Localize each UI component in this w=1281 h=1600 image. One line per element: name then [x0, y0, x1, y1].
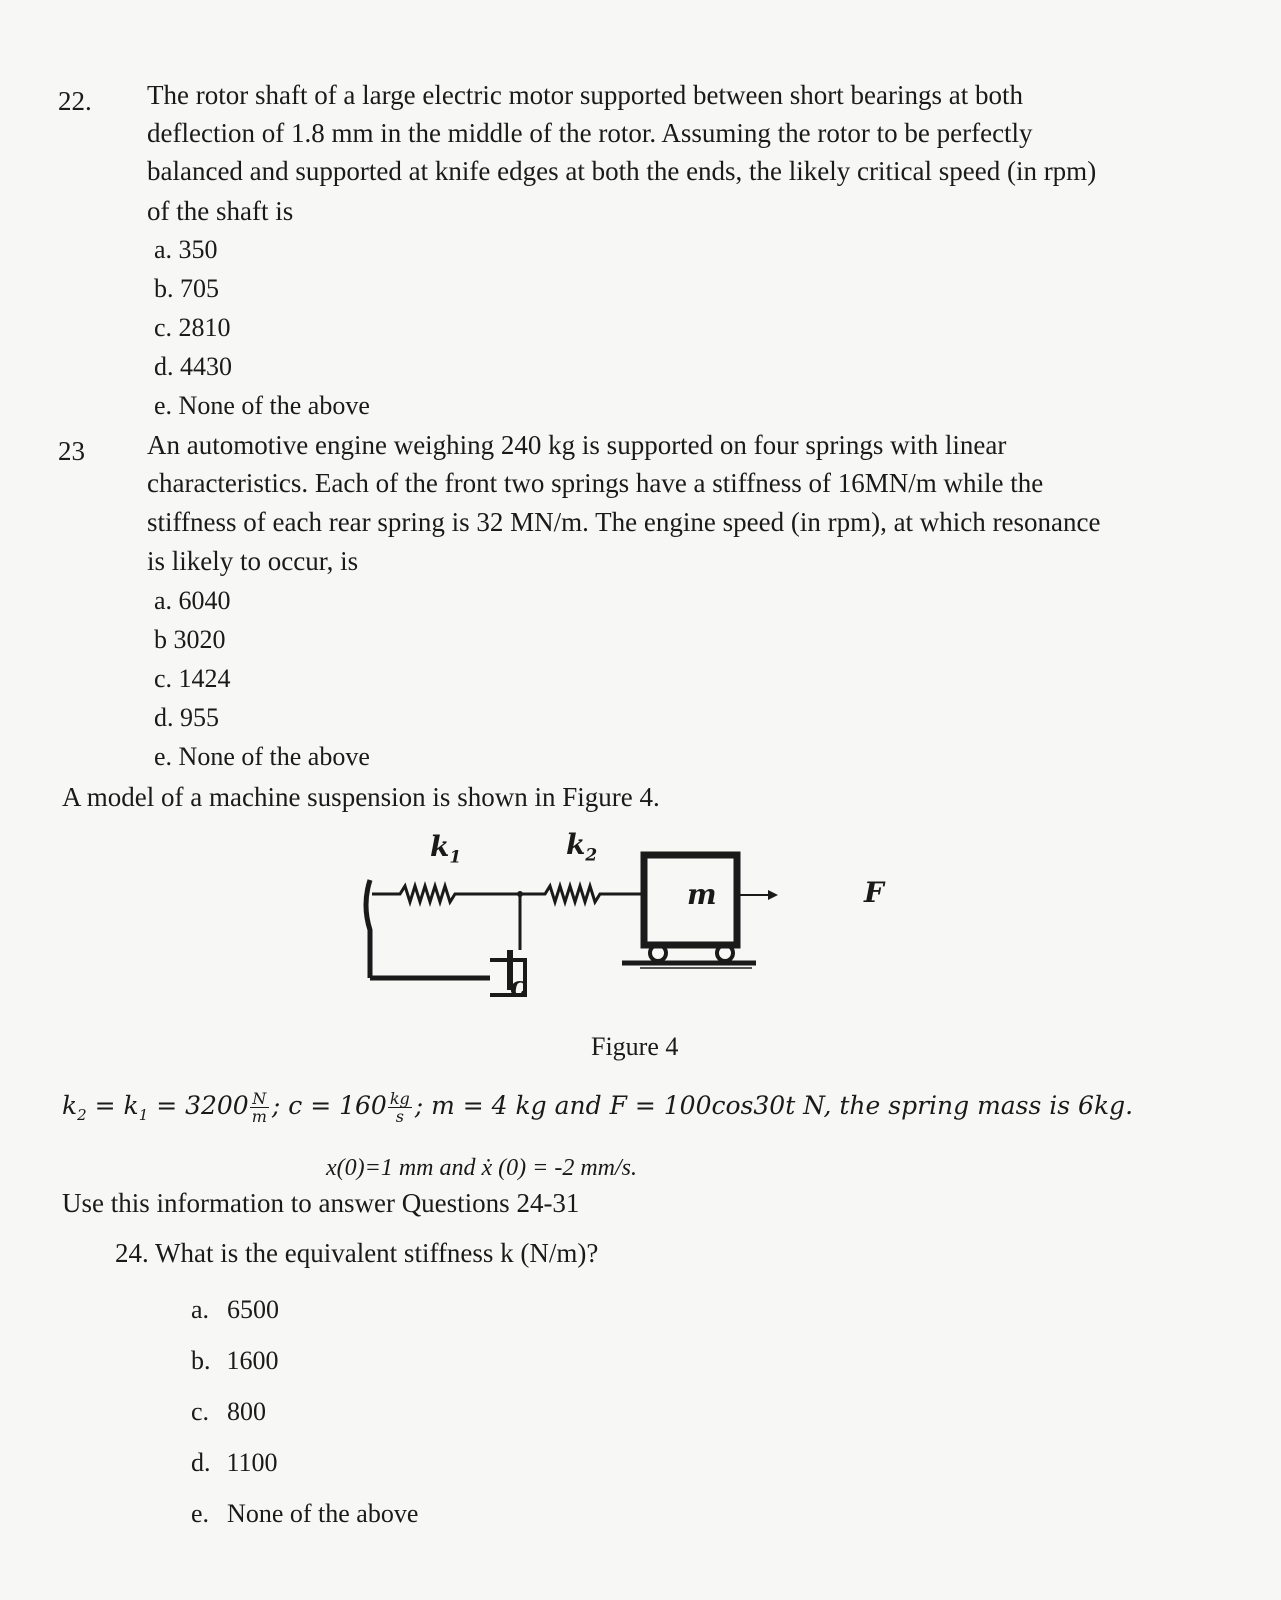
question-23-option-b: b 3020	[154, 625, 226, 654]
label-k1: $k_1$	[430, 830, 462, 868]
question-22-line-3: balanced and supported at knife edges at both the ends, the likely critical speed (in rpm)	[147, 156, 1097, 186]
question-23-option-c: c. 1424	[154, 664, 231, 693]
question-22-option-b: b. 705	[154, 274, 219, 303]
figure-intro: A model of a machine suspension is shown in Figure 4.	[62, 782, 660, 812]
wall-support	[366, 880, 370, 978]
question-24-option-a: a. 6500	[191, 1295, 280, 1324]
question-22-option-a: a. 350	[154, 235, 218, 264]
suspension-diagram	[360, 850, 780, 1000]
spring-k2	[520, 886, 642, 902]
question-24-option-c: c. 800	[191, 1397, 267, 1426]
question-23-number: 23	[58, 436, 85, 466]
question-24-option-e: e. None of the above	[191, 1499, 419, 1528]
label-k2: $k_2$	[566, 828, 598, 866]
parameter-equation: $k_2 = k_1 = 3200$ $\frac{N}{m}$ ; c = 160 $\frac{kg}{s}$ ; m = 4 kg and F = 100cos30t N, the spring mass is 6kg.	[62, 1089, 1134, 1126]
question-23-option-e: e. None of the above	[154, 742, 370, 771]
use-information-note: Use this information to answer Questions 24-31	[62, 1188, 580, 1218]
question-23-line-4: is likely to occur, is	[147, 546, 359, 576]
question-23-line-2: characteristics. Each of the front two springs have a stiffness of 16MN/m while the	[147, 468, 1044, 498]
question-22-line-2: deflection of 1.8 mm in the middle of the rotor. Assuming the rotor to be perfectly	[147, 118, 1033, 148]
question-23-line-3: stiffness of each rear spring is 32 MN/m. The engine speed (in rpm), at which resonance	[147, 507, 1101, 537]
question-23-option-a: a. 6040	[154, 586, 231, 615]
label-force: F	[864, 876, 884, 909]
spring-k1	[372, 886, 520, 902]
initial-conditions: x(0)=1 mm and ẋ (0) = -2 mm/s.	[326, 1155, 637, 1181]
question-24-text: 24. What is the equivalent stiffness k (N/m)?	[115, 1238, 599, 1268]
question-22-option-e: e. None of the above	[154, 391, 370, 420]
question-22-option-c: c. 2810	[154, 313, 231, 342]
label-mass: m	[687, 878, 717, 911]
force-arrow-head	[768, 890, 778, 900]
label-damper: c	[510, 972, 526, 1002]
question-24-option-d: d. 1100	[191, 1448, 278, 1477]
question-23-option-d: d. 955	[154, 703, 219, 732]
question-23-line-1: An automotive engine weighing 240 kg is supported on four springs with linear	[147, 430, 1007, 460]
question-22-line-1: The rotor shaft of a large electric motor supported between short bearings at both	[147, 80, 1023, 110]
figure-caption: Figure 4	[591, 1032, 679, 1061]
question-22-line-4: of the shaft is	[147, 196, 294, 226]
question-24-option-b: b. 1600	[191, 1346, 279, 1375]
question-22-number: 22.	[58, 86, 92, 116]
question-22-option-d: d. 4430	[154, 352, 232, 381]
